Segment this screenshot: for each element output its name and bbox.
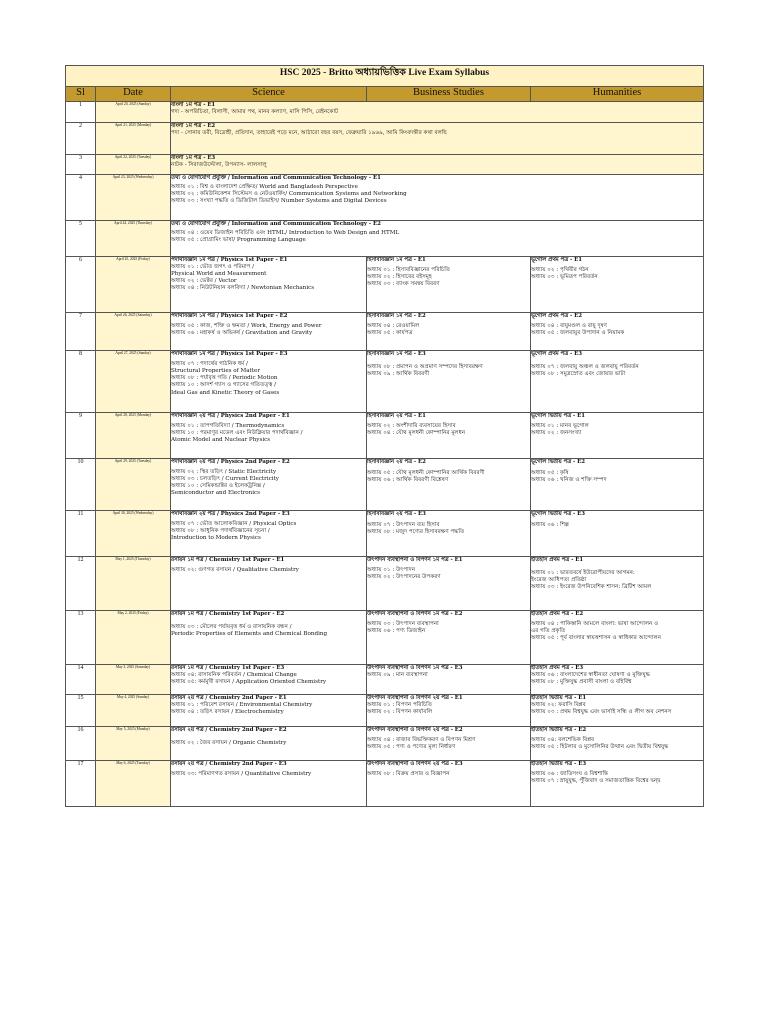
humanities-chapter-line: অধ্যায় ০৫ : জলবায়ুর উপাদান ও নিয়ামক (531, 330, 625, 337)
col-header-humanities: Humanities (531, 87, 704, 102)
science-chapter-line: অধ্যায় ০২ : স্থির তড়িৎ / Static Electricity (171, 469, 277, 476)
humanities-chapter-line: এর গতি প্রকৃতি (531, 628, 566, 635)
col-header-science: Science (171, 87, 367, 102)
science-cell (171, 413, 367, 459)
business-chapter-line: অধ্যায় ০৫ : পণ্য ও পণ্যের মূল্য নির্ধারণ (367, 744, 456, 751)
science-chapter-line: অধ্যায় ০৭ : পদার্থের গাঠনিক ধর্ম / (171, 361, 248, 368)
science-chapter-line: অধ্যায় ০৩ : চলতড়িৎ / Current Electricity (171, 476, 279, 483)
business-paper-heading: হিসাববিজ্ঞান ২য় পত্র - E1 (367, 413, 426, 419)
row-serial: 6 (66, 257, 96, 313)
row-serial: 4 (66, 175, 96, 221)
business-chapter-line: অধ্যায় ০৮ : প্রমাপন ও অপ্রমাণ সম্পদের হিসাবরক্ষণ (367, 364, 483, 371)
humanities-cell (531, 557, 704, 611)
table-row (66, 459, 704, 511)
science-cell (171, 102, 704, 123)
business-chapter-line: অধ্যায় ০৯ : আর্থিক বিবরণী (367, 371, 430, 378)
science-chapter-line: Semiconductor and Electronics (171, 490, 261, 497)
science-paper-heading: রসায়ন ২য় পত্র / Chemistry 2nd Paper - E3 (171, 761, 287, 767)
science-cell (171, 175, 704, 221)
table-row (66, 413, 704, 459)
col-header-date: Date (96, 87, 171, 102)
business-chapter-line: অধ্যায় ০৪ : রেওয়ামিল (367, 323, 420, 330)
row-date: April 26, 2025 (Saturday) (96, 313, 171, 351)
table-row (66, 611, 704, 665)
humanities-paper-heading: ইতিহাস প্রথম পত্র - E3 (531, 665, 584, 671)
science-chapter-line: গদ্য - অপরিচিতা, বিলাসী, আমার পথ, মানব কল্যাণ, মাসি পিসি, রেইনকোট (171, 109, 339, 116)
business-cell (367, 459, 531, 511)
column-header-row (66, 87, 704, 102)
business-cell (367, 257, 531, 313)
row-serial: 9 (66, 413, 96, 459)
science-chapter-line: Atomic Model and Nuclear Physics (171, 437, 271, 444)
table-row (66, 102, 704, 123)
humanities-chapter-line: অধ্যায় ০৩ : প্রথম বিশ্বযুদ্ধ এবং ভার্সাই সন্ধি ও লীগ অব নেশনস (531, 709, 672, 716)
table-row (66, 123, 704, 155)
row-serial: 16 (66, 727, 96, 761)
business-paper-heading: উৎপাদন ব্যবস্থাপনা ও বিপণন ২য় পত্র - E2 (367, 727, 463, 733)
business-cell (367, 313, 531, 351)
row-date: May 6, 2025 (Tuesday) (96, 761, 171, 807)
table-row (66, 557, 704, 611)
science-paper-heading: পদার্থবিজ্ঞান ২য় পত্র / Physics 2nd Paper - E2 (171, 459, 290, 465)
science-paper-heading: তথ্য ও যোগাযোগ প্রযুক্তি / Information and Communication Technology - E1 (171, 175, 381, 181)
business-chapter-line: অধ্যায় ০৪ : বাজার বিভক্তিকরণ ও বিপণন মিশ্রণ (367, 737, 476, 744)
science-chapter-line: অধ্যায় ০১ : বিশ্ব ও বাংলাদেশ প্রেক্ষিত/ World and Bangladesh Perspective (171, 184, 358, 191)
business-chapter-line: অধ্যায় ০৯ : মান ব্যবস্থাপনা (367, 672, 428, 679)
humanities-cell (531, 611, 704, 665)
business-chapter-line: অধ্যায় ০১ : বিপণন পরিচিতি (367, 702, 432, 709)
row-serial: 15 (66, 695, 96, 727)
science-chapter-line: অধ্যায় ০৫: কর্মমুখী রসায়ন / Application Oriented Chemistry (171, 679, 327, 686)
science-cell (171, 257, 367, 313)
science-chapter-line: অধ্যায় ১০ : পরমাণুর মডেল এবং নিউক্লিয়ার পদার্থবিজ্ঞান / (171, 430, 303, 437)
humanities-chapter-line: অধ্যায় ০৭ : স্নায়ুযুদ্ধ, পুঁজিবাদ ও সমাজতান্ত্রিক বিশ্বের দ্বন্দ্ব (531, 778, 661, 785)
row-date: April 22, 2025 (Tuesday) (96, 155, 171, 175)
table-row (66, 511, 704, 557)
science-chapter-line: অধ্যায় ০৮ : পর্যাবৃত্ত গতি / Periodic Motion (171, 375, 278, 382)
humanities-cell (531, 511, 704, 557)
business-paper-heading: হিসাববিজ্ঞান ১ম পত্র - E2 (367, 313, 426, 319)
science-chapter-line: Ideal Gas and Kinetic Theory of Gases (171, 389, 280, 396)
humanities-chapter-line: অধ্যায় ০২ : পৃথিবীর গঠন (531, 267, 589, 274)
science-chapter-line: অধ্যায় ০১ : ভৌত জগৎ ও পরিমাপ / (171, 264, 255, 271)
row-serial: 8 (66, 351, 96, 413)
business-chapter-line: অধ্যায় ০২ : অংশীদারি ব্যবসায়ের হিসাব (367, 423, 456, 430)
science-cell (171, 123, 704, 155)
science-chapter-line: অধ্যায় ০৩: পরিমাণগত রসায়ন / Quantitative Chemistry (171, 771, 312, 778)
science-cell (171, 155, 704, 175)
humanities-cell (531, 665, 704, 695)
row-date: May 3, 2025 (Saturday) (96, 665, 171, 695)
row-date: May 1, 2025 (Thursday) (96, 557, 171, 611)
row-date: April 29, 2025 (Tuesday) (96, 459, 171, 511)
row-serial: 5 (66, 221, 96, 257)
science-chapter-line: অধ্যায় ১০ : আদর্শ গ্যাস ও গ্যাসের গতিতত্ত্ব / (171, 382, 277, 389)
science-paper-heading: পদার্থবিজ্ঞান ১ম পত্র / Physics 1st Paper - E3 (171, 351, 288, 357)
business-chapter-line: অধ্যায় ০১ : উৎপাদন (367, 567, 416, 574)
business-paper-heading: উৎপাদন ব্যবস্থাপনা ও বিপণন ২য় পত্র - E1 (367, 695, 463, 701)
row-date: April 25, 2025 (Friday) (96, 257, 171, 313)
row-date: May 2, 2025 (Friday) (96, 611, 171, 665)
science-paper-heading: রসায়ন ১ম পত্র / Chemistry 1st Paper - E1 (171, 557, 285, 563)
business-paper-heading: উৎপাদন ব্যবস্থাপনা ও বিপণন ২য় পত্র - E3 (367, 761, 463, 767)
humanities-chapter-line: অধ্যায় ০৭ : জলবায়ু অঞ্চল ও জলবায়ু পরিবর্তন (531, 364, 639, 371)
row-serial: 11 (66, 511, 96, 557)
humanities-chapter-line: অধ্যায় ০২: ফরাসি বিপ্লব (531, 702, 586, 709)
science-paper-heading: রসায়ন ১ম পত্র / Chemistry 1st Paper - E2 (171, 611, 285, 617)
humanities-paper-heading: ভূগোল প্রথম পত্র - E3 (531, 351, 583, 357)
business-cell (367, 695, 531, 727)
row-serial: 7 (66, 313, 96, 351)
science-chapter-line: অধ্যায় ০২ : কমিউনিকেশন সিস্টেমস ও নেটওয়ার্কিং/ Communication Systems and Networking (171, 191, 407, 198)
business-paper-heading: হিসাববিজ্ঞান ১ম পত্র - E3 (367, 351, 426, 357)
business-chapter-line: অধ্যায় ০১ : হিসাববিজ্ঞানের পরিচিতি (367, 267, 450, 274)
business-chapter-line: অধ্যায় ০২ : উৎপাদনের উপকরণ (367, 574, 441, 581)
humanities-chapter-line: অধ্যায় ০২ : জনসংখ্যা (531, 430, 582, 437)
science-cell (171, 665, 367, 695)
science-paper-heading: রসায়ন ১ম পত্র / Chemistry 1st Paper - E3 (171, 665, 285, 671)
row-serial: 1 (66, 102, 96, 123)
humanities-chapter-line: অধ্যায় ০৫ : কৃষি (531, 470, 569, 477)
science-chapter-line: অধ্যায় ০৫ : প্রোগ্রামিং ভাষা/ Programming Language (171, 237, 306, 244)
humanities-paper-heading: ভূগোল প্রথম পত্র - E2 (531, 313, 583, 319)
business-chapter-line: অধ্যায় ০৫ : কার্যপত্র (367, 330, 413, 337)
business-paper-heading: উৎপাদন ব্যবস্থাপনা ও বিপণন ১ম পত্র - E3 (367, 665, 463, 671)
humanities-chapter-line: অধ্যায় ০৪ : পাকিস্তানি আমলে বাংলা: ভাষা আন্দোলন ও (531, 621, 659, 628)
science-chapter-line: Structural Properties of Matter (171, 368, 261, 375)
business-chapter-line: অধ্যায় ০৩ : উৎপাদন ব্যবস্থাপনা (367, 621, 439, 628)
humanities-chapter-line: অধ্যায় ০৮ : মুক্তিযুদ্ধ প্রবাসী বাংলা ও বহির্বিশ্ব (531, 679, 632, 686)
science-paper-heading: তথ্য ও যোগাযোগ প্রযুক্তি / Information and Communication Technology - E2 (171, 221, 381, 227)
row-date: April 20, 2025 (Sunday) (96, 102, 171, 123)
humanities-chapter-line: অধ্যায় ০১ : ভারতবর্ষে ইউরোপীয়দের আগমন: (531, 570, 635, 577)
humanities-chapter-line: অধ্যায় ০৩ : ভূমিরূপ পরিবর্তন (531, 274, 598, 281)
row-date: April 23, 2025 (Wednesday) (96, 175, 171, 221)
science-chapter-line: অধ্যায় ০২ : ভেক্টর / Vector (171, 278, 237, 285)
science-chapter-line: অধ্যায় ০১ : পরিবেশ রসায়ন / Environmental Chemistry (171, 702, 313, 709)
humanities-paper-heading: ভূগোল দ্বিতীয় পত্র - E3 (531, 511, 586, 517)
science-cell (171, 459, 367, 511)
row-date: May 5, 2025 (Monday) (96, 727, 171, 761)
title-row (66, 66, 704, 87)
row-date: April 30, 2025 (Wednesday) (96, 511, 171, 557)
science-cell (171, 221, 704, 257)
science-cell (171, 557, 367, 611)
humanities-cell (531, 313, 704, 351)
syllabus-table (65, 65, 704, 807)
table-row (66, 761, 704, 807)
science-paper-heading: পদার্থবিজ্ঞান ২য় পত্র / Physics 2nd Paper - E3 (171, 511, 290, 517)
science-chapter-line: অধ্যায় ০১ : তাপগতিবিদ্যা / Thermodynamics (171, 423, 285, 430)
business-chapter-line: অধ্যায় ০৪ : যৌথ মূলধনী কোম্পানির মূলধন (367, 430, 466, 437)
table-row (66, 257, 704, 313)
science-chapter-line: অধ্যায় ০৩ : সংখ্যা পদ্ধতি ও ডিজিটাল ডিভাইস/ Number Systems and Digital Devices (171, 198, 387, 205)
humanities-cell (531, 761, 704, 807)
business-cell (367, 761, 531, 807)
table-row (66, 351, 704, 413)
science-chapter-line: অধ্যায় ০৩ : মৌলের পর্যায়বৃত্ত ধর্ম ও রাসায়নিক বন্ধন / (171, 624, 292, 631)
table-row (66, 221, 704, 257)
business-cell (367, 611, 531, 665)
humanities-cell (531, 351, 704, 413)
science-paper-heading: রসায়ন ২য় পত্র / Chemistry 2nd Paper - E2 (171, 727, 287, 733)
business-cell (367, 665, 531, 695)
science-chapter-line: অধ্যায় ০৫ : কাজ, শক্তি ও ক্ষমতা / Work, Energy and Power (171, 323, 322, 330)
table-row (66, 175, 704, 221)
col-header-business: Business Studies (367, 87, 531, 102)
humanities-cell (531, 695, 704, 727)
humanities-chapter-line: অধ্যায় ০৩ : ইংরেজ উপনিবেশিক শাসন: ব্রিটিশ আমল (531, 584, 652, 591)
business-chapter-line: অধ্যায় ০২ : হিসাবের বইসমূহ (367, 274, 432, 281)
row-serial: 12 (66, 557, 96, 611)
science-paper-heading: রসায়ন ২য় পত্র / Chemistry 2nd Paper - E1 (171, 695, 287, 701)
business-chapter-line: অধ্যায় ০৬ : আর্থিক বিবরণী বিশ্লেষণ (367, 477, 449, 484)
science-cell (171, 351, 367, 413)
humanities-chapter-line: অধ্যায় ০৫ : হিটলার ও মুসোলিনির উত্থান এবং দ্বিতীয় বিশ্বযুদ্ধ (531, 744, 669, 751)
business-paper-heading: হিসাববিজ্ঞান ১ম পত্র - E1 (367, 257, 426, 263)
business-chapter-line: অধ্যায় ০৩ : ব্যাংক সমন্বয় বিবরণ (367, 281, 440, 288)
science-chapter-line: অধ্যায় ০৭ : ভৌত আলোকবিজ্ঞান / Physical Optics (171, 521, 297, 528)
row-date: May 4, 2025 (Sunday) (96, 695, 171, 727)
science-cell (171, 611, 367, 665)
business-chapter-line: অধ্যায় ০৫ : যৌথ মূলধনী কোম্পানির আর্থিক বিবরণী (367, 470, 485, 477)
business-paper-heading: উৎপাদন ব্যবস্থাপনা ও বিপণন ১ম পত্র - E1 (367, 557, 463, 563)
science-chapter-line: Physical World and Measurement (171, 271, 267, 278)
humanities-chapter-line: ইংরেজ আধিপত্য প্রতিষ্ঠা (531, 577, 587, 584)
business-chapter-line: অধ্যায় ০৬ : পণ্য ডিজাইন (367, 628, 426, 635)
science-chapter-line: অধ্যায় ০২ : জৈব রসায়ন / Organic Chemistry (171, 740, 287, 747)
humanities-cell (531, 413, 704, 459)
business-cell (367, 413, 531, 459)
humanities-paper-heading: ইতিহাস দ্বিতীয় পত্র - E1 (531, 695, 587, 701)
table-body (66, 102, 704, 807)
business-cell (367, 351, 531, 413)
business-chapter-line: অধ্যায় ০৭ : উৎপাদন ব্যয় হিসাব (367, 522, 440, 529)
science-chapter-line: অধ্যায় ০৪ : নিউটনিয়ান বলবিদ্যা / Newtonian Mechanics (171, 285, 315, 292)
business-cell (367, 511, 531, 557)
business-chapter-line: অধ্যায় ০৮ : বিক্রয় প্রসার ও বিজ্ঞাপন (367, 771, 450, 778)
row-date: April 21, 2025 (Monday) (96, 123, 171, 155)
humanities-cell (531, 257, 704, 313)
table-row (66, 695, 704, 727)
science-chapter-line: পদ্য - সোনার তরী, বিদ্রোহী, প্রতিদান, তাহারেই পড়ে মনে, আঠারো বছর বয়স, ফেব্রুয়ারি ১৯৬৯, আমি কিংবদন্তীর কথা বলছি (171, 130, 447, 137)
science-paper-heading: পদার্থবিজ্ঞান ১ম পত্র / Physics 1st Paper - E1 (171, 257, 288, 263)
row-date: April 24, 2025 (Thursday) (96, 221, 171, 257)
science-paper-heading: বাংলা ১ম পত্র - E1 (171, 102, 216, 108)
table-row (66, 727, 704, 761)
sheet-title: HSC 2025 - Britto অধ্যায়ভিত্তিক Live Exam Syllabus (66, 66, 704, 87)
business-cell (367, 557, 531, 611)
humanities-cell (531, 459, 704, 511)
science-paper-heading: পদার্থবিজ্ঞান ২য় পত্র / Physics 2nd Paper - E1 (171, 413, 290, 419)
humanities-chapter-line: অধ্যায় ০৬ : বাংলাদেশের স্বাধীনতা ঘোষণা ও মুক্তিযুদ্ধ (531, 672, 650, 679)
science-cell (171, 313, 367, 351)
row-date: April 28, 2025 (Monday) (96, 413, 171, 459)
science-paper-heading: পদার্থবিজ্ঞান ১ম পত্র / Physics 1st Paper - E2 (171, 313, 288, 319)
humanities-chapter-line: অধ্যায় ০৬ : জাতিসংঘ ও বিশ্বশান্তি (531, 771, 608, 778)
business-paper-heading: উৎপাদন ব্যবস্থাপনা ও বিপণন ১ম পত্র - E2 (367, 611, 463, 617)
business-cell (367, 727, 531, 761)
science-chapter-line: অধ্যায় ০৮ : আধুনিক পদার্থবিজ্ঞানের সূচনা / (171, 528, 270, 535)
science-chapter-line: Periodic Properties of Elements and Chemical Bonding (171, 631, 328, 638)
science-cell (171, 511, 367, 557)
science-chapter-line: অধ্যায় ০৬ : মহাকর্ষ ও অভিকর্ষ / Gravitation and Gravity (171, 330, 313, 337)
humanities-paper-heading: ভূগোল দ্বিতীয় পত্র - E2 (531, 459, 586, 465)
science-chapter-line: অধ্যায় ০৪ : তড়িৎ রসায়ন / Electrochemistry (171, 709, 284, 716)
humanities-chapter-line: অধ্যায় ০৪ : বায়ুমণ্ডল ও বায়ু দূষণ (531, 323, 607, 330)
humanities-paper-heading: ইতিহাস প্রথম পত্র - E2 (531, 611, 584, 617)
humanities-chapter-line: অধ্যায় ০৬ : শিল্প (531, 522, 569, 529)
table-row (66, 665, 704, 695)
science-paper-heading: বাংলা ১ম পত্র - E3 (171, 155, 216, 161)
row-date: April 27, 2025 (Sunday) (96, 351, 171, 413)
business-paper-heading: হিসাববিজ্ঞান ২য় পত্র - E3 (367, 511, 426, 517)
science-chapter-line: অধ্যায় ০৪: রাসায়নিক পরিবর্তন / Chemical Change (171, 672, 297, 679)
business-chapter-line: অধ্যায় ০৮ : মজুদ পণ্যের হিসাবরক্ষণ পদ্ধতি (367, 529, 465, 536)
row-serial: 17 (66, 761, 96, 807)
humanities-paper-heading: ইতিহাস প্রথম পত্র - E1 (531, 557, 584, 563)
science-paper-heading: বাংলা ১ম পত্র - E2 (171, 123, 216, 129)
row-serial: 3 (66, 155, 96, 175)
humanities-chapter-line: অধ্যায় ০৪: বলশেভিক বিপ্লব (531, 737, 595, 744)
humanities-paper-heading: ভূগোল দ্বিতীয় পত্র - E1 (531, 413, 586, 419)
row-serial: 2 (66, 123, 96, 155)
row-serial: 13 (66, 611, 96, 665)
science-chapter-line: Introduction to Modern Physics (171, 535, 261, 542)
humanities-chapter-line: অধ্যায় ০৬ : খনিজ ও শক্তি সম্পদ (531, 477, 607, 484)
table-row (66, 155, 704, 175)
science-cell (171, 695, 367, 727)
humanities-cell (531, 727, 704, 761)
humanities-paper-heading: ইতিহাস দ্বিতীয় পত্র - E2 (531, 727, 587, 733)
business-chapter-line: অধ্যায় ০২ : বিপণন কার্যাবলি (367, 709, 433, 716)
humanities-paper-heading: ভূগোল প্রথম পত্র - E1 (531, 257, 583, 263)
row-serial: 10 (66, 459, 96, 511)
science-chapter-line: অধ্যায় ১০ : সেমিকন্ডাক্টর ও ইলেকট্রনিক্স / (171, 483, 265, 490)
science-chapter-line: অধ্যায় ০২: গুণগত রসায়ন / Qualitative Chemistry (171, 567, 299, 574)
science-chapter-line: অধ্যায় ০৪ : ওয়েব ডিজাইন পরিচিতি এবং HTML/ Introduction to Web Design and HTML (171, 230, 400, 237)
col-header-sl: Sl (66, 87, 96, 102)
humanities-paper-heading: ইতিহাস দ্বিতীয় পত্র - E3 (531, 761, 587, 767)
science-cell (171, 761, 367, 807)
science-chapter-line: নাটক - সিরাজউদ্দৌলা, উপন্যাস- লালসালু (171, 162, 267, 169)
business-paper-heading: হিসাববিজ্ঞান ২য় পত্র - E2 (367, 459, 426, 465)
humanities-chapter-line: অধ্যায় ০১ : মানব ভূগোল (531, 423, 589, 430)
humanities-chapter-line: অধ্যায় ০৮ : সমুদ্রস্রোত এবং জোয়ার ভাটা (531, 371, 626, 378)
humanities-chapter-line: অধ্যায় ০৫ : পূর্ব বাংলার স্বায়ত্তশাসন ও স্বাধিকার আন্দোলন (531, 635, 661, 642)
table-row (66, 313, 704, 351)
row-serial: 14 (66, 665, 96, 695)
science-cell (171, 727, 367, 761)
